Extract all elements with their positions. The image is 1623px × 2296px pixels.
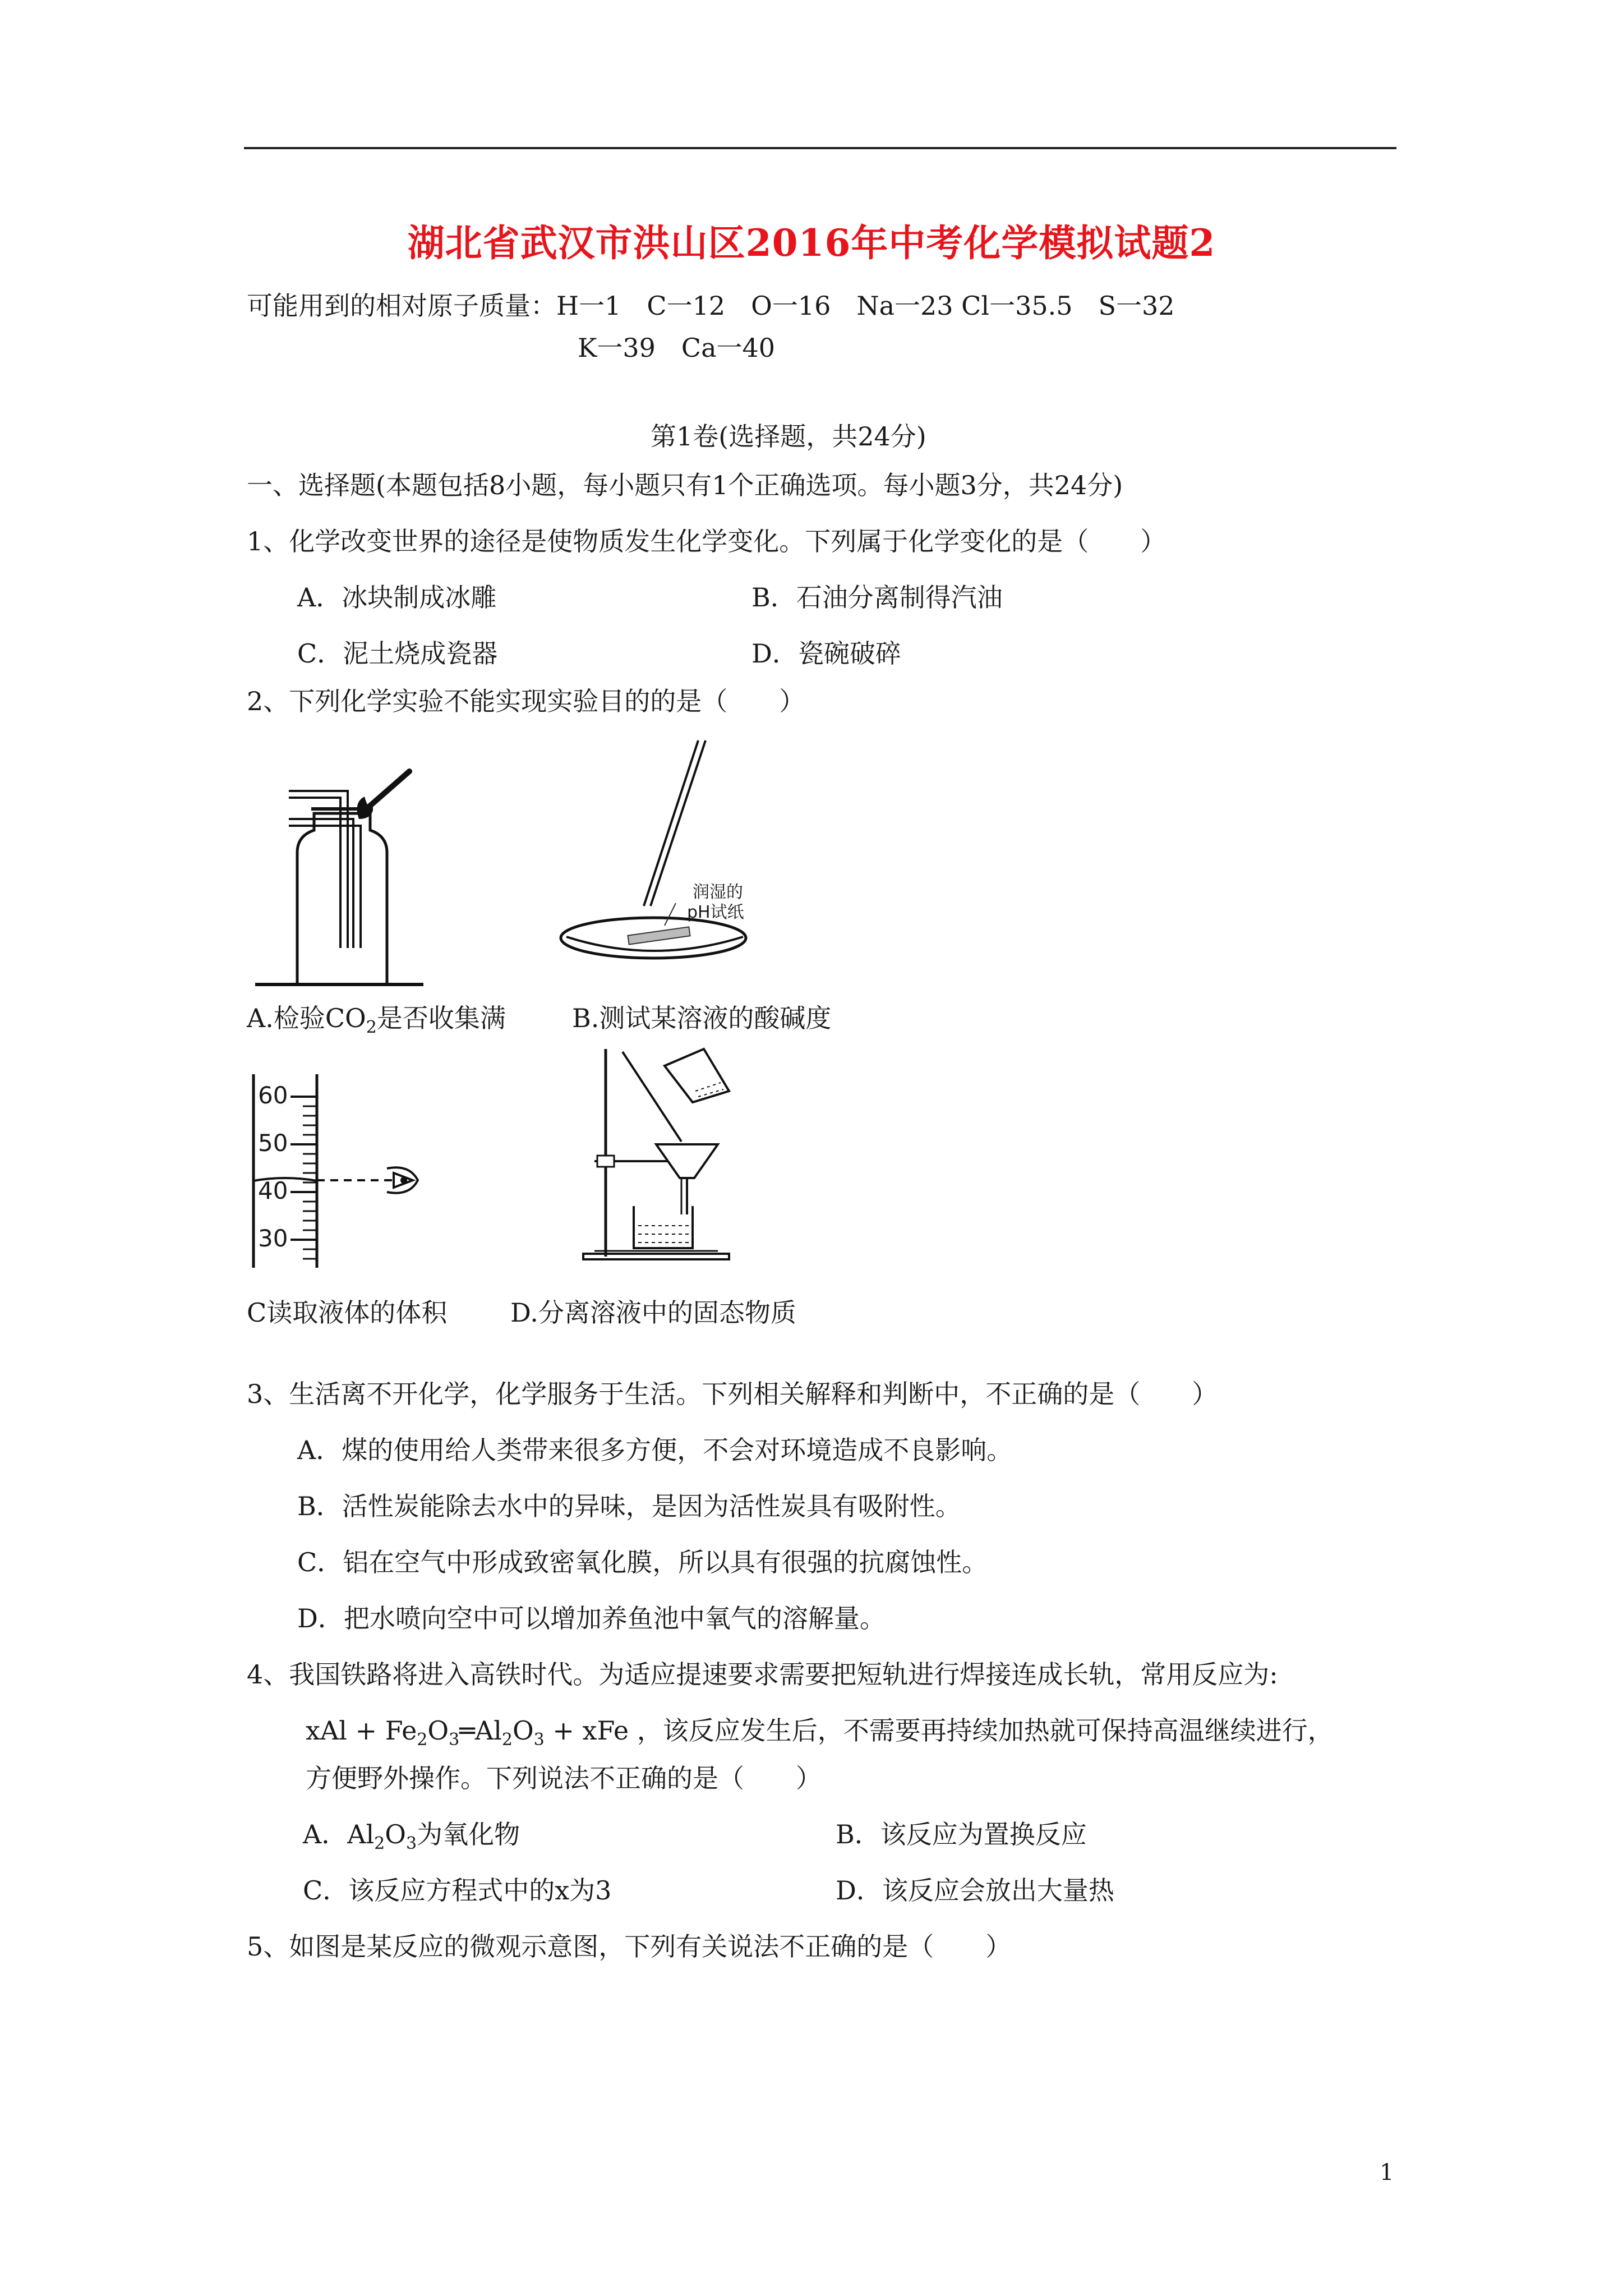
cylinder-tick-40: 40: [258, 1177, 288, 1204]
figure-a-caption: A.检验$CO_2$是否收集满: [247, 1003, 506, 1037]
q5-stem: 5、如图是某反应的微观示意图，下列有关说法不正确的是（ ）: [247, 1931, 1012, 1962]
header-rule: [244, 147, 1396, 149]
q1-stem: 1、化学改变世界的途径是使物质发生化学变化。下列属于化学变化的是（ ）: [247, 526, 1166, 556]
q4-option-c: C．该反应方程式中的x为3: [303, 1875, 612, 1906]
q1-option-d: D．瓷碗破碎: [751, 638, 901, 669]
q1-option-b: B．石油分离制得汽油: [751, 582, 1003, 613]
q4-option-d: D．该反应会放出大量热: [836, 1875, 1114, 1906]
q1-option-c: C．泥土烧成瓷器: [297, 638, 498, 669]
ph-paper-label-line-1: 润湿的: [693, 882, 743, 902]
atomic-mass-line-1: 可能用到的相对原子质量：H一1 C一12 O一16 Na一23 Cl一35.5 S一32: [247, 291, 1175, 321]
cylinder-tick-30: 30: [258, 1225, 288, 1252]
section-header: 第1卷(选择题，共24分): [651, 421, 926, 452]
q2-stem: 2、下列化学实验不能实现实验目的的是（ ）: [247, 686, 805, 716]
q3-option-c: C．铝在空气中形成致密氧化膜，所以具有很强的抗腐蚀性。: [297, 1547, 988, 1577]
page-title: 湖北省武汉市洪山区2016年中考化学模拟试题2: [407, 221, 1216, 265]
q4-stem: 4、我国铁路将进入高铁时代。为适应提速要求需要把短轨进行焊接连成长轨，常用反应为:: [247, 1659, 1278, 1690]
figure-b-ph-test: [561, 740, 796, 965]
figure-d-filtration: [578, 1049, 763, 1262]
figure-d-caption: D.分离溶液中的固态物质: [510, 1297, 796, 1328]
figure-c-caption: C读取液体的体积: [247, 1297, 448, 1328]
q3-option-a: A．煤的使用给人类带来很多方便，不会对环境造成不良影响。: [297, 1435, 1013, 1465]
atomic-mass-line-2: K一39 Ca一40: [578, 333, 776, 363]
cylinder-tick-60: 60: [258, 1082, 288, 1109]
cylinder-tick-50: 50: [258, 1129, 288, 1157]
q4-stem-continued: 方便野外操作。下列说法不正确的是（ ）: [306, 1763, 822, 1793]
q3-option-b: B．活性炭能除去水中的异味，是因为活性炭具有吸附性。: [297, 1491, 961, 1521]
q4-equation: xAl + $Fe_2O_3═Al_2O_3$ + xFe ，该反应发生后，不需要再持续加热就可保持高温继续进行，: [306, 1715, 1334, 1750]
figure-b-caption: B.测试某溶液的酸碱度: [572, 1003, 832, 1033]
ph-paper-label-line-2: pH试纸: [687, 903, 744, 922]
part-one-heading: 一、选择题(本题包括8小题，每小题只有1个正确选项。每小题3分，共24分): [247, 470, 1123, 500]
q1-option-a: A．冰块制成冰雕: [297, 582, 497, 613]
figure-a-gas-bottle: [255, 763, 423, 987]
q4-option-a: A．$Al_2O_3$为氧化物: [303, 1819, 520, 1853]
q3-option-d: D．把水喷向空中可以增加养鱼池中氧气的溶解量。: [297, 1603, 886, 1634]
q3-stem: 3、生活离不开化学，化学服务于生活。下列相关解释和判断中，不正确的是（ ）: [247, 1379, 1218, 1409]
page-number: 1: [1380, 2160, 1394, 2185]
q4-option-b: B．该反应为置换反应: [836, 1819, 1087, 1849]
